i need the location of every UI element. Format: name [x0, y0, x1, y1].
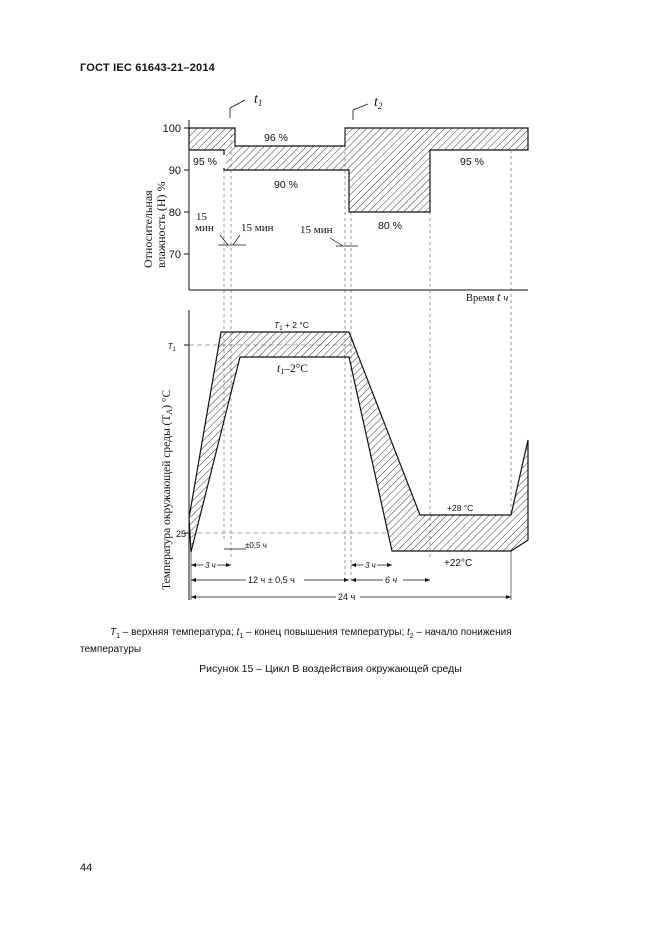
- humidity-80-label: 80 %: [378, 220, 402, 232]
- duration-3h-fall-label: 3 ч: [365, 561, 376, 570]
- legend-line-1: $T_1$ – верхняя температура; $t_1$ – конец повышения температуры; $t_2$ – начало понижения: [110, 627, 512, 640]
- humidity-tick-100: 100: [162, 123, 181, 135]
- humidity-tick-80: 80: [168, 207, 181, 219]
- figure-caption: Рисунок 15 – Цикл B воздействия окружающей среды: [199, 663, 462, 675]
- humidity-96-label: 96 %: [264, 132, 288, 144]
- temperature-axis-label: Температура окружающей среды (TA) °С: [161, 389, 174, 590]
- humidity-axis-label-line1: Относительная: [141, 190, 155, 268]
- minutes-15-a-label: 15: [196, 211, 207, 223]
- humidity-95-left-label: 95 %: [193, 156, 217, 168]
- humidity-95-right-label: 95 %: [460, 156, 484, 168]
- humidity-axis-label-line2: влажность (H) %: [154, 181, 168, 268]
- temp-28-label: +28 °С: [447, 503, 474, 513]
- page-number: 44: [80, 862, 93, 874]
- temp-tick-t1: $T_1$: [167, 342, 176, 353]
- figure-legend: [80, 626, 560, 656]
- duration-12h-label: 12 ч ± 0,5 ч: [248, 575, 295, 585]
- tolerance-05h-label: ±0,5 ч: [245, 541, 267, 550]
- duration-6h-label: 6 ч: [385, 575, 398, 585]
- temp-22-label: +22°С: [444, 558, 473, 569]
- t1-marker-label: $t_1$: [254, 92, 263, 108]
- humidity-tick-90: 90: [168, 165, 181, 177]
- t2-marker-label: $t_2$: [374, 95, 383, 111]
- duration-24h-label: 24 ч: [338, 592, 356, 602]
- time-axis-label: Время t ч: [466, 289, 509, 304]
- temp-upper-plus2-label: $T_1 + 2$ °С: [274, 320, 309, 332]
- minutes-15-b-label: 15 мин: [241, 222, 274, 234]
- temp-tick-25: 25: [175, 529, 186, 539]
- duration-3h-rise-label: 3 ч: [205, 561, 216, 570]
- minutes-15-a-unit: мин: [195, 222, 214, 234]
- legend-line-2: температуры: [80, 644, 142, 655]
- temperature-panel: [161, 310, 528, 602]
- humidity-band: [189, 128, 528, 212]
- temp-upper-minus2-label: t1–2°С: [277, 363, 308, 376]
- humidity-90-label: 90 %: [274, 179, 298, 191]
- document-standard-header: ГОСТ IEC 61643-21–2014: [80, 62, 215, 74]
- minutes-15-c-label: 15 мин: [300, 224, 333, 236]
- humidity-tick-70: 70: [168, 249, 181, 261]
- temperature-band: [189, 332, 528, 552]
